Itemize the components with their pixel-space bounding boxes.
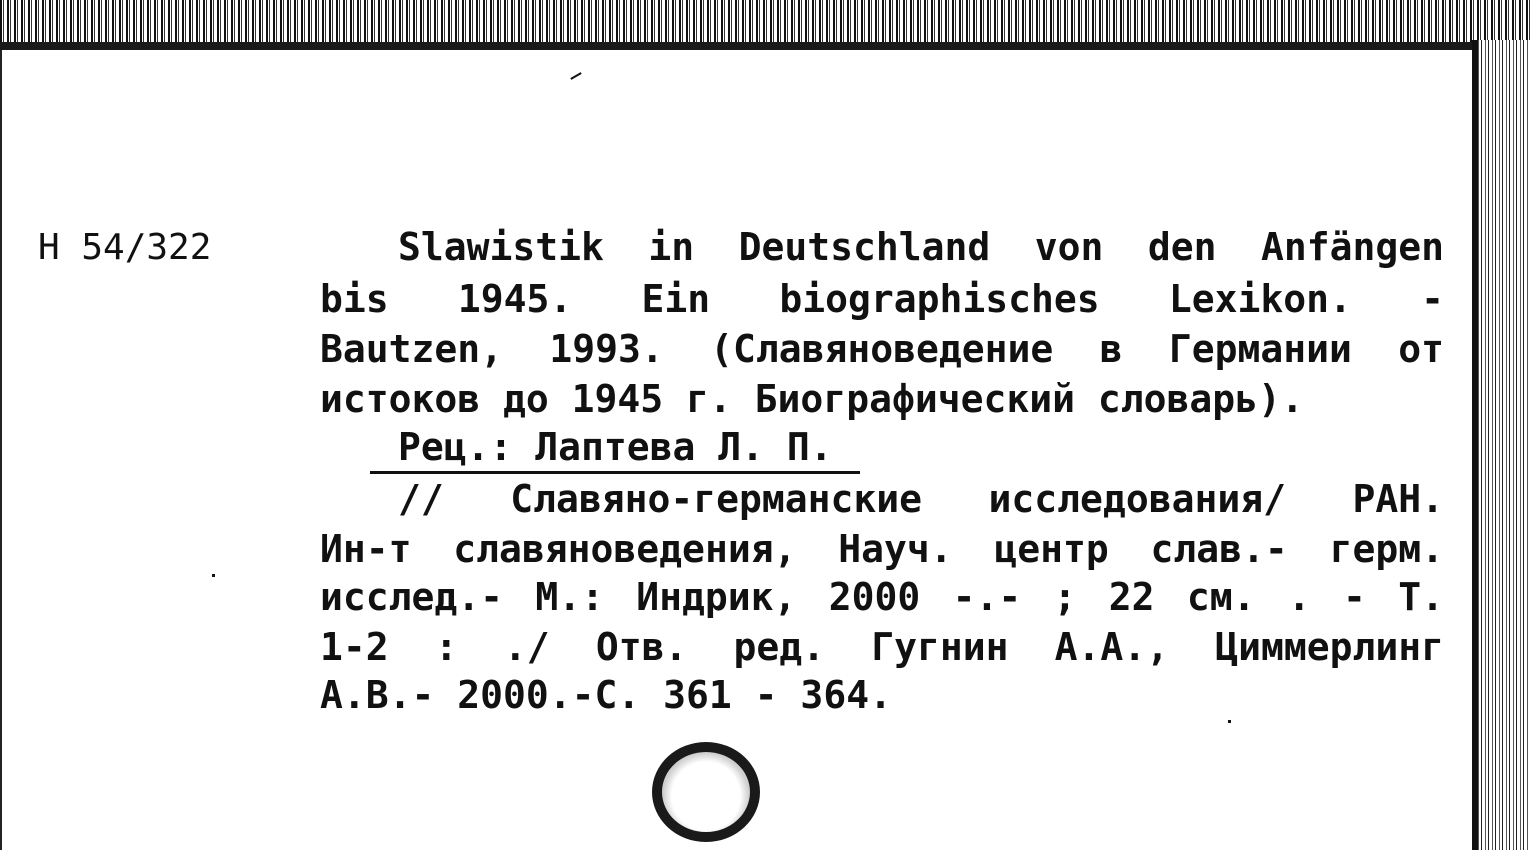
word: : [434, 625, 458, 669]
word: герм. [1329, 527, 1444, 571]
word: den [1147, 225, 1217, 269]
speck [1228, 720, 1231, 723]
word: ред. [733, 625, 826, 669]
word: Т. [1398, 575, 1444, 619]
shelfmark: Н 54/322 [38, 227, 212, 268]
hole-punch-mark [652, 742, 760, 842]
title-line-3 [320, 327, 1444, 371]
word: Германии [1168, 327, 1352, 371]
word: исслед.- [320, 575, 504, 619]
word: 1-2 [320, 625, 389, 669]
word: // [398, 477, 444, 521]
word: Deutschland [738, 225, 991, 269]
word: 2000 [828, 575, 921, 619]
word: центр [994, 527, 1109, 571]
word: исследования/ [988, 477, 1286, 521]
word: . [1287, 575, 1311, 619]
word: in [648, 225, 695, 269]
word: М.: [535, 575, 604, 619]
source-line-2 [320, 527, 1444, 571]
scan-right-border [1472, 40, 1530, 850]
speck [212, 574, 215, 577]
word: от [1398, 327, 1444, 371]
source-line-4 [320, 625, 1444, 669]
word: Anfängen [1260, 225, 1444, 269]
word: Bautzen, [320, 327, 504, 371]
word: Ин-т [320, 527, 412, 571]
word: 1993. [549, 327, 664, 371]
word: ; [1053, 575, 1077, 619]
word: ./ [503, 625, 550, 669]
word: Славяно-германские [510, 477, 923, 521]
word: Ein [641, 277, 711, 321]
word: в [1099, 327, 1123, 371]
word: Отв. [595, 625, 688, 669]
word: Индрик, [636, 575, 797, 619]
word: 1945. [457, 277, 573, 321]
word: Slawistik [398, 225, 604, 269]
title-line-2 [320, 277, 1444, 321]
source-line-5: А.В.- 2000.-С. 361 - 364. [320, 673, 892, 717]
word: biographisches [779, 277, 1100, 321]
word: von [1034, 225, 1104, 269]
source-line-3 [320, 575, 1444, 619]
word: слав.- [1150, 527, 1288, 571]
reviewer-underline [370, 471, 860, 474]
word: РАН. [1352, 477, 1444, 521]
word: 22 [1108, 575, 1155, 619]
word: Гугнин [871, 625, 1009, 669]
word: -.- [952, 575, 1022, 619]
source-line-1 [398, 477, 1444, 521]
reviewer: Рец.: Лаптева Л. П. [398, 425, 833, 469]
word: славяноведения, [453, 527, 797, 571]
word: (Славяноведение [710, 327, 1054, 371]
word: Науч. [838, 527, 953, 571]
word: Lexikon. [1168, 277, 1352, 321]
title-line-1 [398, 225, 1444, 269]
word: А.А., [1054, 625, 1170, 669]
word: - [1342, 575, 1366, 619]
title-line-4: истоков до 1945 г. Биографический словарь). [320, 377, 1304, 421]
word: - [1421, 277, 1444, 321]
word: Циммерлинг [1215, 625, 1444, 669]
word: см. [1186, 575, 1256, 619]
word: bis [320, 277, 389, 321]
